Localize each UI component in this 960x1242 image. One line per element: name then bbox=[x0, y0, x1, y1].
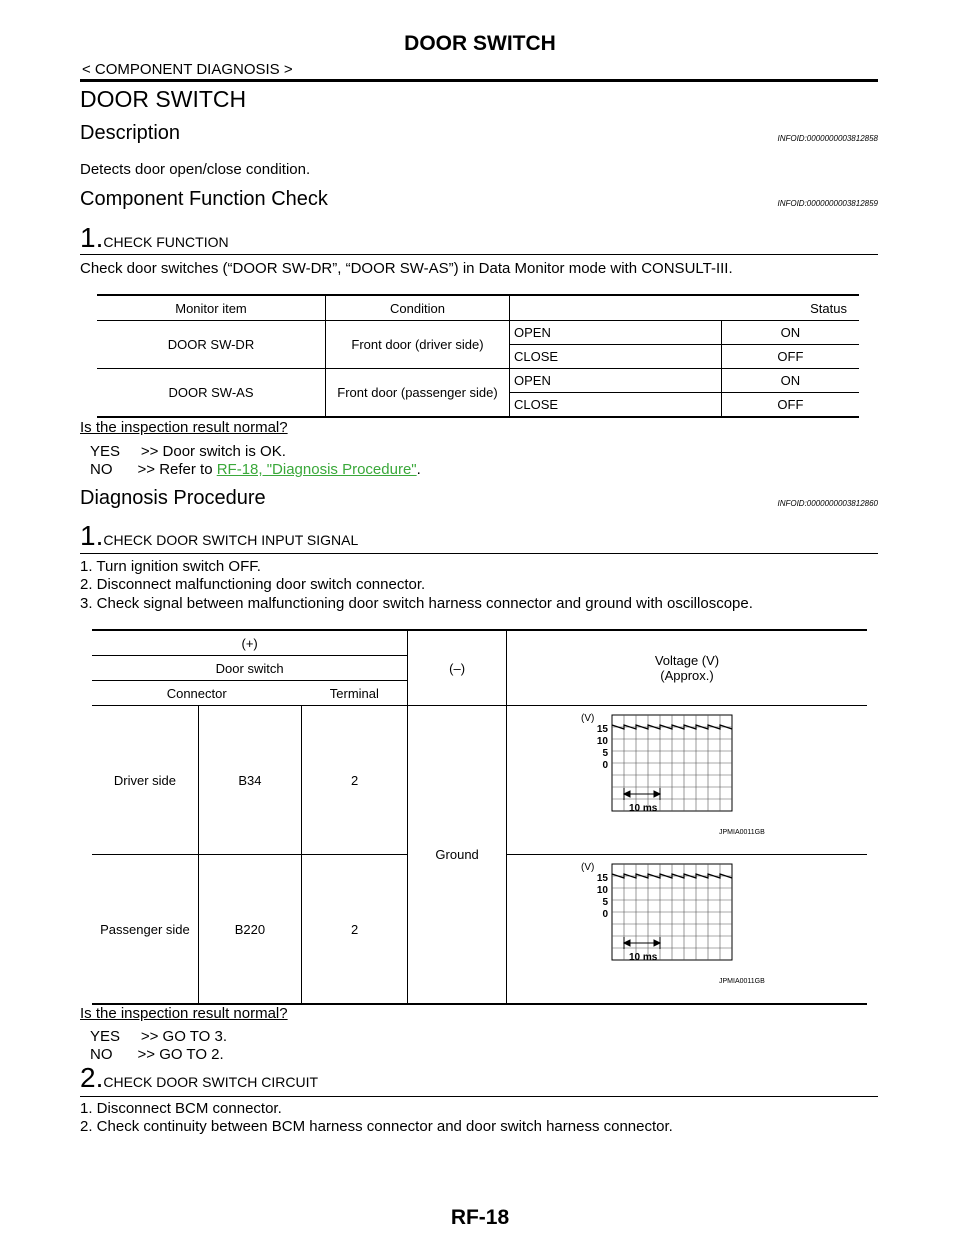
step1-item: 1. Turn ignition switch OFF. bbox=[80, 558, 261, 575]
terminal-cell: 2 bbox=[301, 855, 407, 1005]
breadcrumb: < COMPONENT DIAGNOSIS > bbox=[82, 61, 293, 78]
header-rule bbox=[80, 79, 878, 82]
monitor-status: ON bbox=[721, 369, 859, 393]
step-title: CHECK FUNCTION bbox=[103, 234, 229, 250]
monitor-status: OFF bbox=[721, 393, 859, 418]
step-title: CHECK DOOR SWITCH INPUT SIGNAL bbox=[103, 532, 359, 548]
header-title: DOOR SWITCH bbox=[404, 32, 556, 55]
monitor-state: OPEN bbox=[510, 321, 722, 345]
description-heading: Description bbox=[80, 122, 181, 144]
connector-cell: B34 bbox=[198, 706, 301, 855]
step1-item: 2. Disconnect malfunctioning door switch connector. bbox=[80, 576, 426, 593]
voltage-header bbox=[506, 630, 867, 706]
terminal-header: Terminal bbox=[301, 681, 407, 706]
figure-code: JPMIA0011GB bbox=[718, 829, 765, 836]
scope-trace bbox=[612, 874, 732, 878]
diagnosis-procedure-link[interactable]: RF-18, "Diagnosis Procedure" bbox=[216, 461, 417, 478]
page-title: DOOR SWITCH bbox=[80, 86, 247, 112]
yes-answer: YES >> GO TO 3. bbox=[90, 1028, 228, 1045]
yes-answer: YES >> Door switch is OK. bbox=[90, 443, 286, 460]
step2-item: 1. Disconnect BCM connector. bbox=[80, 1100, 282, 1117]
step-title: CHECK DOOR SWITCH CIRCUIT bbox=[103, 1074, 319, 1090]
scope-tick: 15 bbox=[596, 873, 608, 884]
step-number: 2. bbox=[80, 1062, 104, 1093]
waveform-cell bbox=[506, 855, 867, 1005]
scope-tick: 10 bbox=[596, 736, 608, 747]
scope-tick: 10 bbox=[596, 885, 608, 896]
monitor-state: OPEN bbox=[510, 369, 722, 393]
minus-header: (–) bbox=[408, 630, 507, 706]
monitor-condition: Front door (driver side) bbox=[326, 321, 510, 369]
step-number: 1. bbox=[80, 222, 104, 253]
col-status: Status bbox=[510, 295, 860, 321]
monitor-status: OFF bbox=[721, 345, 859, 369]
step1-item: 3. Check signal between malfunctioning door switch harness connector and ground with oscilloscope. bbox=[80, 595, 753, 612]
diagnosis-heading: Diagnosis Procedure bbox=[80, 487, 266, 509]
monitor-table bbox=[97, 294, 859, 418]
scope-time-label: 10 ms bbox=[628, 952, 658, 963]
diagnosis-infoid: INFOID:0000000003812860 bbox=[777, 499, 878, 508]
connector-header: Connector bbox=[92, 681, 301, 706]
side-cell: Passenger side bbox=[92, 855, 198, 1005]
col-condition: Condition bbox=[326, 295, 510, 321]
monitor-item: DOOR SW-DR bbox=[97, 321, 326, 369]
step-rule bbox=[80, 553, 878, 554]
no-suffix: . bbox=[416, 461, 421, 478]
time-marker bbox=[624, 788, 660, 800]
scope-tick: 15 bbox=[596, 724, 608, 735]
monitor-item: DOOR SW-AS bbox=[97, 369, 326, 418]
no-answer: NO >> GO TO 2. bbox=[90, 1046, 224, 1063]
plus-header: (+) bbox=[92, 630, 408, 656]
function-check-instruction: Check door switches (“DOOR SW-DR”, “DOOR SW-AS”) in Data Monitor mode with CONSULT-III. bbox=[80, 260, 733, 277]
figure-code: JPMIA0011GB bbox=[718, 978, 765, 985]
scope-tick: 0 bbox=[602, 909, 608, 920]
function-check-heading: Component Function Check bbox=[80, 188, 328, 210]
scope-trace bbox=[612, 725, 732, 729]
monitor-state: CLOSE bbox=[510, 345, 722, 369]
oscilloscope-waveform bbox=[567, 859, 867, 999]
diagnosis-question: Is the inspection result normal? bbox=[80, 1005, 288, 1022]
scope-unit: (V) bbox=[580, 713, 595, 724]
step-number: 1. bbox=[80, 520, 104, 551]
oscilloscope-waveform bbox=[567, 710, 867, 850]
no-answer bbox=[90, 461, 421, 478]
waveform-cell bbox=[506, 706, 867, 855]
scope-tick: 0 bbox=[602, 760, 608, 771]
function-check-infoid: INFOID:0000000003812859 bbox=[777, 199, 878, 208]
voltage-label: Voltage (V) bbox=[654, 653, 720, 668]
monitor-status: ON bbox=[721, 321, 859, 345]
description-infoid: INFOID:0000000003812858 bbox=[777, 134, 878, 143]
step-rule bbox=[80, 1096, 878, 1097]
col-monitor-item: Monitor item bbox=[175, 300, 247, 316]
diagnosis-step1 bbox=[80, 520, 358, 552]
side-cell: Driver side bbox=[92, 706, 198, 855]
scope-tick: 5 bbox=[602, 897, 608, 908]
page-number: RF-18 bbox=[450, 1206, 510, 1229]
monitor-condition: Front door (passenger side) bbox=[326, 369, 510, 418]
description-text: Detects door open/close condition. bbox=[80, 161, 311, 178]
function-check-question: Is the inspection result normal? bbox=[80, 419, 288, 436]
scope-unit: (V) bbox=[580, 862, 595, 873]
approx-label: (Approx.) bbox=[660, 668, 714, 683]
connector-cell: B220 bbox=[198, 855, 301, 1005]
step-rule bbox=[80, 254, 878, 255]
monitor-state: CLOSE bbox=[510, 393, 722, 418]
door-switch-header: Door switch bbox=[92, 656, 408, 681]
terminal-cell: 2 bbox=[301, 706, 407, 855]
function-check-step bbox=[80, 222, 229, 254]
scope-tick: 5 bbox=[602, 748, 608, 759]
diagnosis-step2 bbox=[80, 1062, 318, 1094]
time-marker bbox=[624, 937, 660, 949]
ground-cell: Ground bbox=[408, 706, 507, 1005]
scope-time-label: 10 ms bbox=[628, 803, 658, 814]
no-prefix: NO >> Refer to bbox=[90, 461, 217, 478]
voltage-table bbox=[92, 629, 867, 1005]
step2-item: 2. Check continuity between BCM harness connector and door switch harness connector. bbox=[80, 1118, 673, 1135]
